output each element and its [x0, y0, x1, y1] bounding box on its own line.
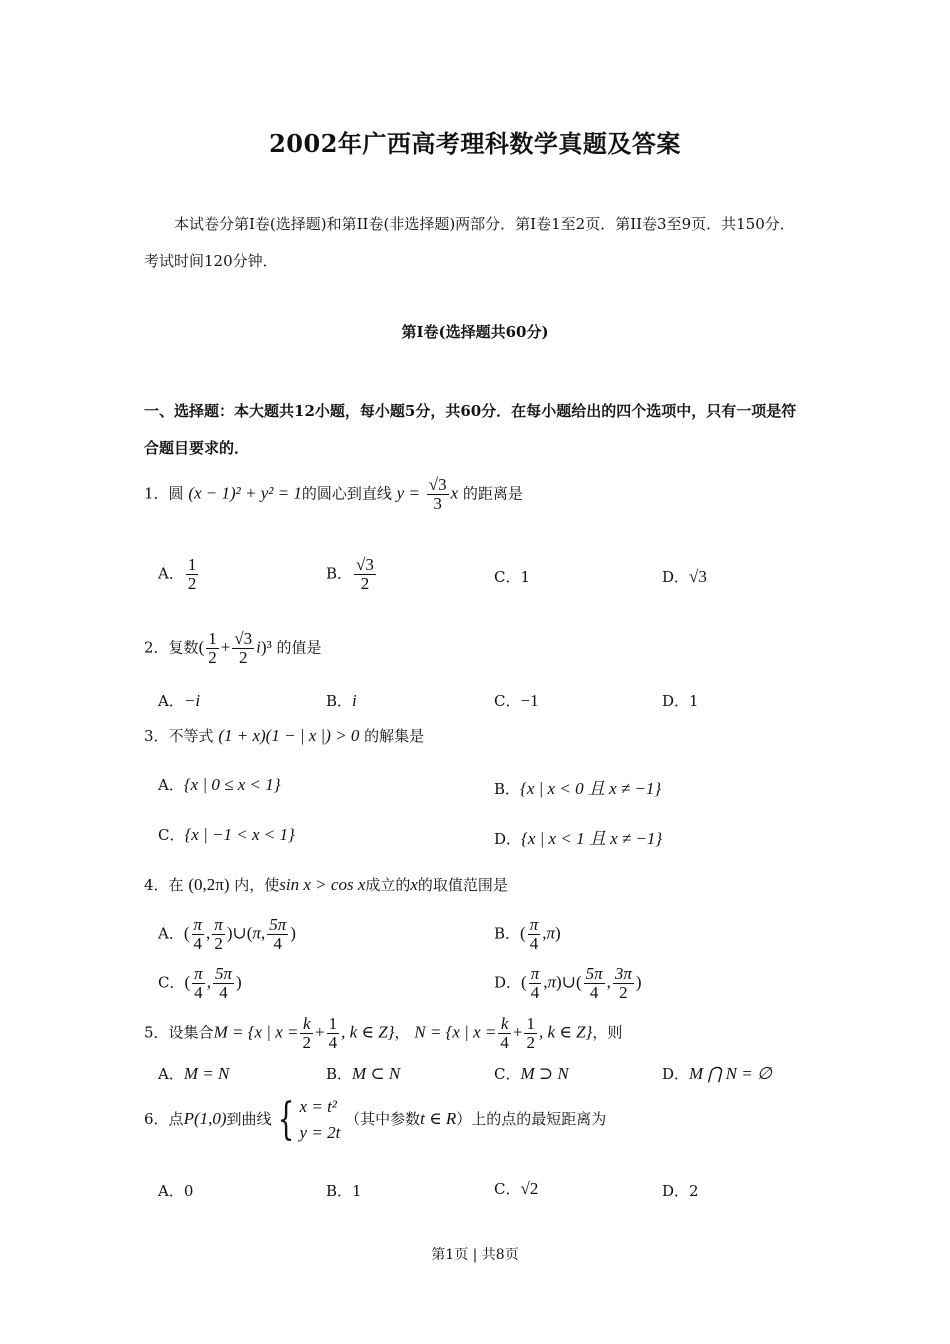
option-letter: D．	[494, 830, 522, 848]
option-b	[326, 1063, 400, 1084]
numerator: k	[300, 1015, 313, 1034]
union: ∪	[232, 923, 247, 943]
comma: ,	[543, 972, 548, 992]
denominator: 4	[529, 934, 539, 953]
question-text: 的距离是	[462, 484, 523, 503]
option-letter: C．	[494, 1065, 521, 1083]
option-c	[494, 1063, 569, 1084]
question-text: 复数	[168, 638, 199, 657]
condition: sin x > cos x	[279, 875, 366, 894]
numerator: 5π	[214, 964, 232, 983]
option-letter: D．	[662, 1065, 690, 1083]
paren: (	[575, 972, 582, 992]
denominator: 4	[530, 983, 540, 1002]
separator: ，	[394, 1023, 410, 1042]
denominator: 4	[194, 983, 203, 1002]
question-text: 圆	[168, 484, 184, 503]
option-value: i	[352, 691, 357, 710]
option-a	[158, 1063, 229, 1084]
pi: π	[252, 923, 261, 943]
fraction	[232, 630, 254, 667]
intro-paragraph: 本试卷分第Ⅰ卷(选择题)和第II卷(非选择题)两部分．第Ⅰ卷1至2页．第II卷3至9页．共150分．考试时间120分钟．	[144, 215, 795, 270]
plus-sign: +	[512, 1022, 523, 1042]
question-text: 不等式	[168, 727, 214, 745]
numerator: 3π	[614, 964, 632, 983]
numerator: π	[193, 915, 203, 934]
plus-sign: +	[314, 1022, 325, 1042]
option-value: {x | −1 < x < 1}	[184, 825, 295, 844]
option-b	[326, 556, 378, 593]
numerator: k	[498, 1015, 511, 1034]
denominator: 2	[208, 648, 217, 667]
pi: π	[547, 972, 557, 992]
option-c	[158, 824, 295, 845]
option-letter: C．	[158, 973, 185, 992]
option-letter: A．	[158, 1065, 184, 1083]
question-number: 6．	[144, 1110, 169, 1128]
option-b	[326, 690, 357, 711]
question-text: 内，使	[234, 876, 280, 894]
option-value: M ⋂ N = ∅	[689, 1064, 772, 1083]
option-value: {x | 0 ≤ x < 1}	[183, 775, 281, 794]
equation-line-2: y = 2t	[299, 1123, 341, 1142]
question-number: 2．	[144, 638, 169, 657]
option-letter: B．	[326, 1065, 353, 1083]
numerator: 5π	[269, 915, 287, 934]
option-b	[494, 774, 661, 799]
set-m-def: M = {x | x =	[213, 1022, 299, 1042]
paren: (	[521, 972, 527, 992]
option-value: {x | x < 0 且 x ≠ −1}	[520, 779, 662, 798]
denominator: 4	[273, 934, 282, 953]
set-condition: , k ∈ Z}	[538, 1022, 593, 1042]
question-text: 点	[168, 1110, 184, 1128]
fraction	[613, 965, 634, 1002]
option-a	[158, 556, 200, 593]
denominator: 2	[302, 1033, 311, 1052]
equation-system	[300, 1094, 341, 1146]
option-b	[494, 916, 561, 953]
option-value: √3	[689, 567, 707, 586]
question-4	[144, 874, 508, 895]
fraction	[327, 1015, 340, 1052]
question-text: 的取值范围是	[417, 876, 508, 894]
fraction	[300, 1015, 313, 1052]
question-text: 成立的	[365, 876, 411, 894]
question-text: ）上的点的最短距离为	[456, 1110, 607, 1128]
numerator: π	[194, 964, 203, 983]
question-number: 1．	[144, 484, 169, 503]
numerator: π	[214, 915, 223, 934]
question-6	[144, 1094, 606, 1146]
question-text: 在	[168, 876, 184, 894]
option-letter: D．	[662, 568, 690, 586]
denominator: 2	[619, 983, 628, 1002]
option-value: −1	[520, 691, 539, 710]
numerator: √3	[356, 555, 374, 574]
numerator: 1	[328, 1014, 338, 1033]
denominator: 4	[219, 983, 228, 1002]
pi: π	[546, 923, 556, 943]
variable: x	[410, 875, 418, 894]
option-value: M = N	[183, 1064, 230, 1083]
variable: x	[450, 483, 459, 503]
question-text: （其中参数	[345, 1110, 421, 1128]
line-lhs: y =	[396, 483, 420, 503]
option-a: A．0	[158, 1182, 194, 1200]
paren: (	[520, 923, 526, 943]
question-text: 到曲线	[226, 1110, 272, 1128]
fraction	[267, 916, 288, 953]
fraction	[498, 1015, 511, 1052]
question-text: 的值是	[276, 638, 322, 657]
fraction	[427, 476, 449, 513]
option-letter: A．	[158, 692, 184, 710]
question-2	[144, 630, 321, 667]
denominator: 4	[328, 1033, 338, 1052]
option-d	[662, 1063, 772, 1084]
brace: {	[277, 1094, 294, 1145]
option-letter: B．	[494, 780, 521, 798]
option-value: M ⊃ N	[520, 1064, 569, 1083]
section-title: 第Ⅰ卷(选择题共60分)	[401, 323, 549, 341]
interval: (0,2π)	[188, 875, 230, 894]
denominator: 4	[193, 934, 203, 953]
parameter: t ∈ R	[420, 1109, 457, 1128]
option-letter: A．	[158, 776, 184, 794]
option-letter: B．	[326, 564, 353, 583]
question-text: 的圆心到直线	[301, 484, 392, 503]
option-c	[494, 690, 539, 711]
option-d	[494, 824, 662, 849]
fraction	[192, 916, 205, 953]
option-value: M ⊂ N	[352, 1064, 401, 1083]
paren: )	[290, 923, 296, 943]
fraction	[192, 965, 205, 1002]
option-d	[662, 566, 707, 587]
option-a	[158, 774, 281, 795]
question-number: 5．	[144, 1023, 169, 1042]
comma: ,	[542, 923, 547, 943]
paren: )	[635, 972, 642, 992]
question-3	[144, 725, 424, 746]
denominator: 2	[187, 574, 197, 593]
set-n-def: N = {x | x =	[414, 1022, 497, 1042]
fraction	[584, 965, 605, 1002]
circle-equation: (x − 1)² + y² = 1	[188, 483, 302, 503]
paren: (	[246, 923, 253, 943]
numerator: √3	[234, 629, 253, 648]
question-text: 的解集是	[364, 727, 425, 745]
option-value: {x | x < 1 且 x ≠ −1}	[521, 829, 663, 848]
equation-line-1: x = t²	[299, 1097, 337, 1116]
fraction	[212, 916, 225, 953]
option-value: √2	[520, 1179, 539, 1198]
fraction	[529, 965, 542, 1002]
denominator: 3	[433, 494, 442, 513]
fraction	[524, 1015, 537, 1052]
question-number: 4．	[144, 876, 169, 894]
option-letter: A．	[158, 564, 184, 583]
option-c	[494, 1178, 538, 1199]
denominator: 2	[360, 574, 370, 593]
set-condition: , k ∈ Z}	[341, 1022, 395, 1042]
fraction	[528, 916, 541, 953]
denominator: 4	[500, 1033, 509, 1052]
part-header: 一、选择题：本大题共12小题，每小题5分，共60分．在每小题给出的四个选项中，只有一项是符合题目要求的．	[144, 402, 797, 457]
numerator: 1	[208, 629, 217, 648]
paren: )³	[260, 637, 272, 657]
question-number: 3．	[144, 727, 169, 745]
numerator: 5π	[585, 964, 603, 983]
question-text: ，则	[592, 1023, 623, 1042]
paren: )	[226, 923, 233, 943]
option-letter: B．	[494, 924, 521, 943]
page-footer: 第1页 | 共8页	[431, 1247, 519, 1263]
option-c: C．1	[494, 568, 531, 586]
option-letter: C．	[494, 1180, 521, 1198]
comma: ,	[260, 923, 266, 943]
fraction	[354, 556, 376, 593]
fraction	[206, 630, 219, 667]
paren: )	[556, 972, 562, 992]
option-a	[158, 690, 200, 711]
fraction	[213, 965, 234, 1002]
comma: ,	[206, 923, 211, 943]
imaginary-unit: i	[256, 637, 261, 657]
question-5	[144, 1015, 622, 1052]
option-c	[158, 965, 242, 1002]
paren: (	[198, 637, 205, 657]
option-d: D．1	[662, 692, 699, 710]
option-d: D．2	[662, 1182, 699, 1200]
point: P(1,0)	[183, 1109, 227, 1128]
numerator: π	[529, 915, 539, 934]
union: ∪	[561, 972, 576, 992]
question-text: 设集合	[168, 1023, 214, 1042]
denominator: 2	[526, 1033, 535, 1052]
denominator: 2	[239, 648, 248, 667]
option-letter: D．	[494, 973, 522, 992]
paren: )	[235, 972, 242, 992]
plus-sign: +	[220, 637, 231, 657]
option-value: −i	[183, 691, 201, 710]
numerator: 1	[187, 555, 197, 574]
option-letter: A．	[158, 924, 184, 943]
inequality: (1 + x)(1 − | x |) > 0	[218, 726, 360, 745]
option-a	[158, 916, 296, 953]
denominator: 2	[214, 934, 223, 953]
option-letter: C．	[494, 692, 521, 710]
paren: (	[183, 923, 190, 943]
paren: )	[555, 923, 561, 943]
option-letter: C．	[158, 826, 185, 844]
page-title: 2002年广西高考理科数学真题及答案	[269, 129, 681, 158]
denominator: 4	[589, 983, 599, 1002]
question-1	[144, 476, 523, 513]
numerator: 1	[526, 1014, 535, 1033]
paren: (	[184, 972, 191, 992]
comma: ,	[606, 972, 611, 992]
numerator: π	[530, 964, 540, 983]
option-b: B．1	[326, 1182, 362, 1200]
option-d	[494, 965, 642, 1002]
option-letter: B．	[326, 692, 353, 710]
fraction	[186, 556, 199, 593]
comma: ,	[206, 972, 211, 992]
numerator: √3	[428, 475, 447, 494]
